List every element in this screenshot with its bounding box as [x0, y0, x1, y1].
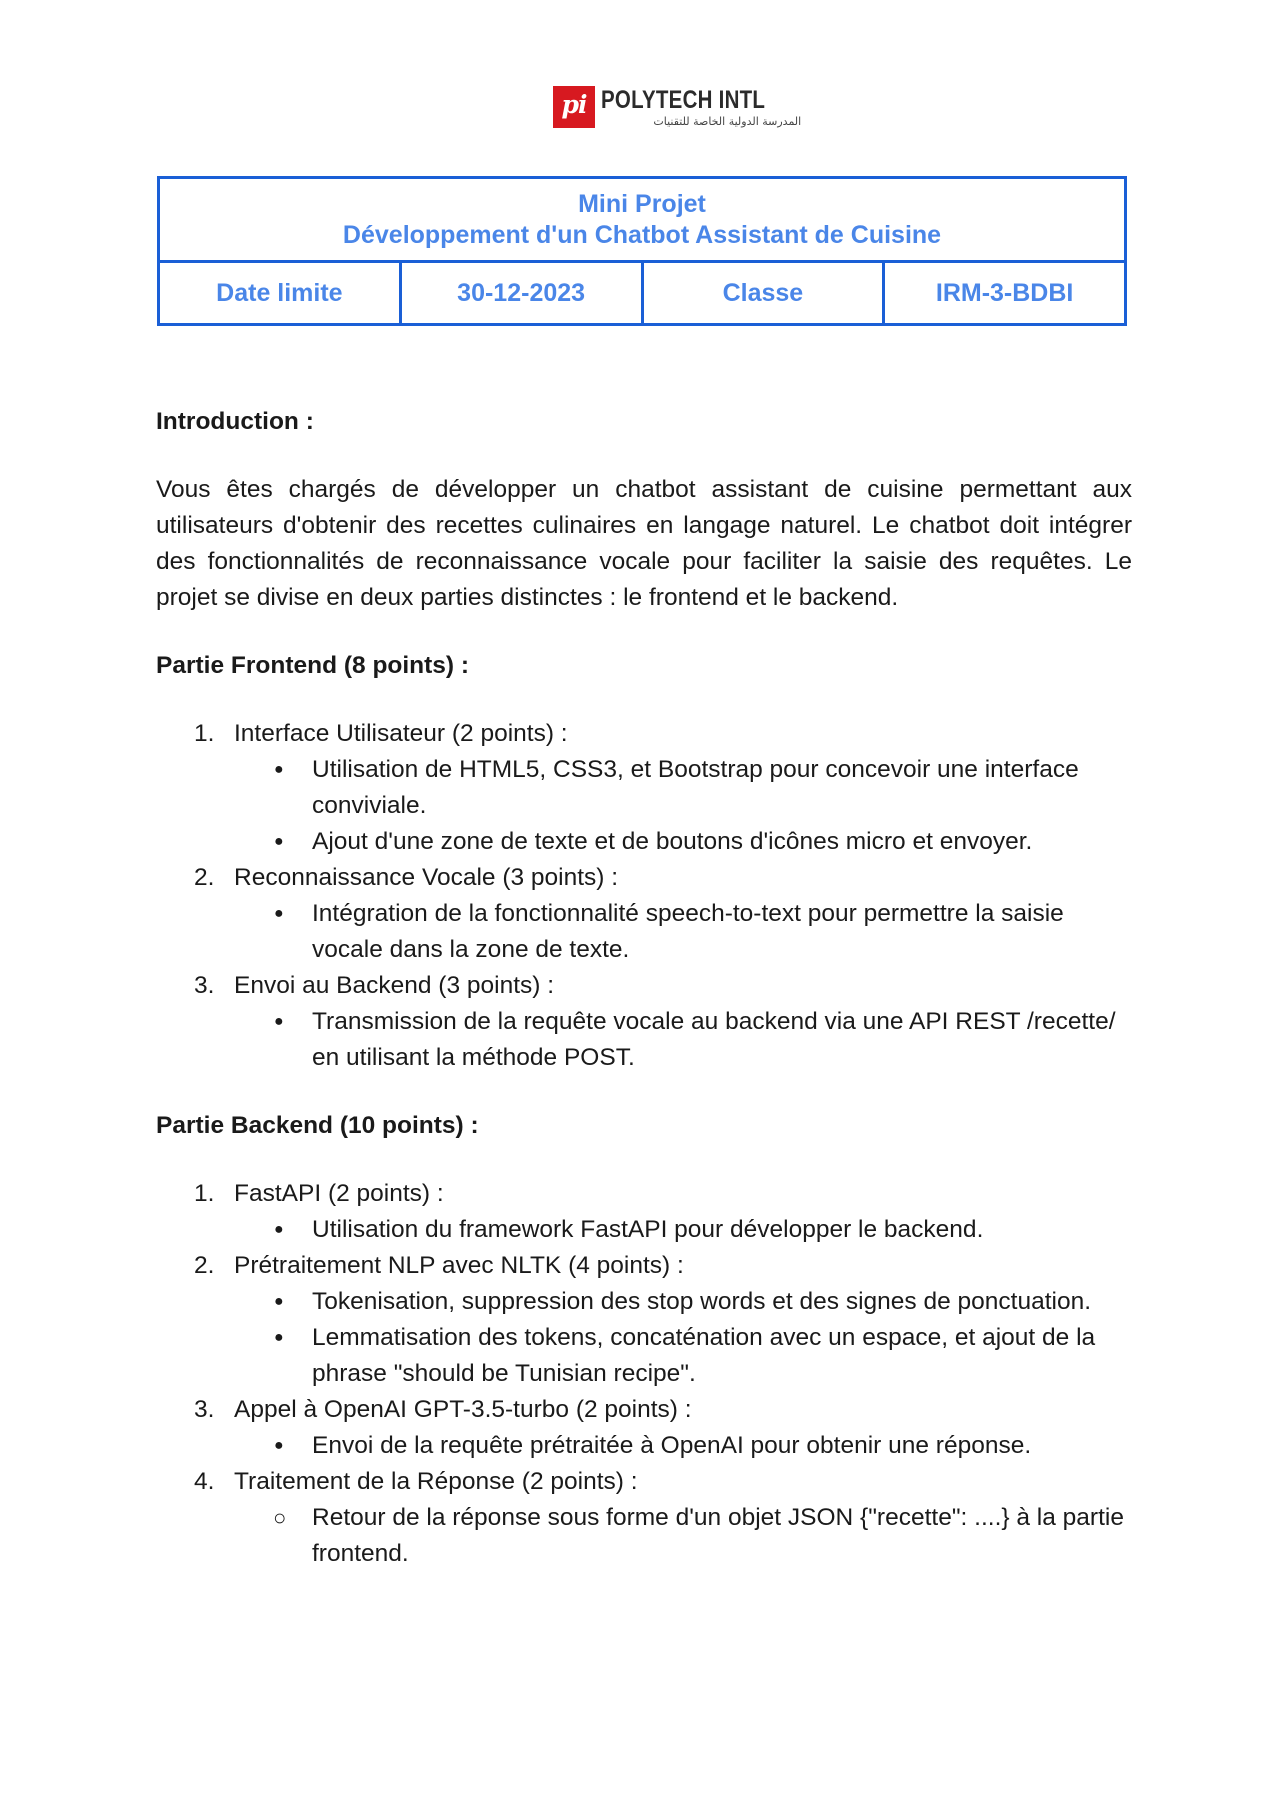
- project-info-row: [160, 263, 1124, 323]
- sub-list: [234, 1500, 1132, 1572]
- backend-item-4: [156, 1464, 1132, 1572]
- sub-item: [234, 1500, 1132, 1572]
- logo-name: POLYTECH INTL: [601, 85, 766, 114]
- sub-item: [234, 1284, 1132, 1320]
- sub-item-text: Tokenisation, suppression des stop words et des signes de ponctuation.: [312, 1288, 1092, 1315]
- sub-item: [234, 1212, 1132, 1248]
- backend-heading: Partie Backend (10 points) :: [156, 1112, 479, 1139]
- list-item-label: Appel à OpenAI GPT-3.5-turbo (2 points) :: [234, 1396, 692, 1423]
- sub-item: [234, 1320, 1132, 1392]
- list-number: 3.: [194, 972, 215, 999]
- sub-list: [234, 1004, 1132, 1076]
- logo-mark-icon: [553, 86, 595, 128]
- sub-list: [234, 1428, 1132, 1464]
- intro-heading: Introduction :: [156, 408, 314, 435]
- bullet-icon: ●: [274, 1437, 284, 1454]
- hollow-bullet-icon: ○: [273, 1505, 287, 1530]
- list-item-label: Envoi au Backend (3 points) :: [234, 972, 555, 999]
- class-value-cell: IRM-3-BDBI: [935, 278, 1074, 307]
- school-logo: [553, 86, 801, 128]
- bullet-icon: ●: [274, 1329, 284, 1346]
- sub-list: [234, 1284, 1132, 1392]
- sub-item-text: Intégration de la fonctionnalité speech-to-text pour permettre la saisie vocale dans la zone de texte.: [312, 900, 1064, 963]
- sub-item-text: Envoi de la requête prétraitée à OpenAI pour obtenir une réponse.: [312, 1432, 1032, 1459]
- sub-item-text: Utilisation du framework FastAPI pour développer le backend.: [312, 1216, 984, 1243]
- sub-item: [234, 1428, 1132, 1464]
- list-number: 1.: [194, 1180, 215, 1207]
- sub-list: [234, 896, 1132, 968]
- sub-item-text: Retour de la réponse sous forme d'un objet JSON {"recette": ....} à la partie frontend.: [312, 1504, 1124, 1567]
- logo-text: [601, 85, 802, 128]
- list-item-label: Reconnaissance Vocale (3 points) :: [234, 864, 619, 891]
- frontend-item-2: [156, 860, 1132, 968]
- frontend-item-1: [156, 716, 1132, 860]
- list-number: 2.: [194, 1252, 215, 1279]
- sub-item-text: Transmission de la requête vocale au backend via une API REST /recette/ en utilisant la méthode POST.: [312, 1008, 1116, 1071]
- project-header-table: [157, 176, 1127, 326]
- list-number: 2.: [194, 864, 215, 891]
- bullet-icon: ●: [274, 1013, 284, 1030]
- project-title-line-2: Développement d'un Chatbot Assistant de Cuisine: [342, 220, 942, 249]
- list-number: 1.: [194, 720, 215, 747]
- sub-item-text: Utilisation de HTML5, CSS3, et Bootstrap pour concevoir une interface conviviale.: [312, 756, 1079, 819]
- list-item-label: Prétraitement NLP avec NLTK (4 points) :: [234, 1252, 684, 1279]
- sub-item-text: Lemmatisation des tokens, concaténation avec un espace, et ajout de la phrase "should be Tunisian recipe".: [312, 1324, 1096, 1387]
- document-body: [156, 404, 1132, 1572]
- bullet-icon: ●: [274, 1221, 284, 1238]
- sub-item: [234, 824, 1132, 860]
- list-item-label: Interface Utilisateur (2 points) :: [234, 720, 568, 747]
- frontend-heading: Partie Frontend (8 points) :: [156, 652, 470, 679]
- list-item-label: Traitement de la Réponse (2 points) :: [234, 1468, 638, 1495]
- list-number: 4.: [194, 1468, 215, 1495]
- bullet-icon: ●: [274, 905, 284, 922]
- bullet-icon: ●: [274, 761, 284, 778]
- intro-paragraph: Vous êtes chargés de développer un chatbot assistant de cuisine permettant aux utilisateurs d'obtenir des recettes culinaires en langage naturel. Le chatbot doit intégrer des fonctionnalités de reconnaissance vocale pour faciliter la saisie des requêtes. Le projet se divise en deux parties distinctes : le frontend et le backend.: [156, 476, 1132, 611]
- bullet-icon: ●: [274, 833, 284, 850]
- backend-item-3: [156, 1392, 1132, 1464]
- backend-item-1: [156, 1176, 1132, 1248]
- frontend-item-3: [156, 968, 1132, 1076]
- project-title-cell: [160, 179, 1124, 263]
- sub-item: [234, 752, 1132, 824]
- sub-item-text: Ajout d'une zone de texte et de boutons d'icônes micro et envoyer.: [312, 828, 1033, 855]
- sub-list: [234, 752, 1132, 860]
- backend-item-2: [156, 1248, 1132, 1392]
- sub-item: [234, 896, 1132, 968]
- frontend-list: [156, 716, 1132, 1076]
- backend-list: [156, 1176, 1132, 1572]
- list-number: 3.: [194, 1396, 215, 1423]
- list-item-label: FastAPI (2 points) :: [234, 1180, 444, 1207]
- sub-item: [234, 1004, 1132, 1076]
- logo-mark-letters: pi: [561, 90, 587, 119]
- deadline-label-cell: Date limite: [160, 263, 402, 323]
- class-label-cell: Classe: [644, 263, 886, 323]
- project-title-line-1: Mini Projet: [578, 189, 706, 218]
- deadline-value-cell: 30-12-2023: [402, 263, 644, 323]
- logo-arabic-name: المدرسة الدولية الخاصة للتقنيات: [653, 114, 802, 128]
- bullet-icon: ●: [274, 1293, 284, 1310]
- sub-list: [234, 1212, 1132, 1248]
